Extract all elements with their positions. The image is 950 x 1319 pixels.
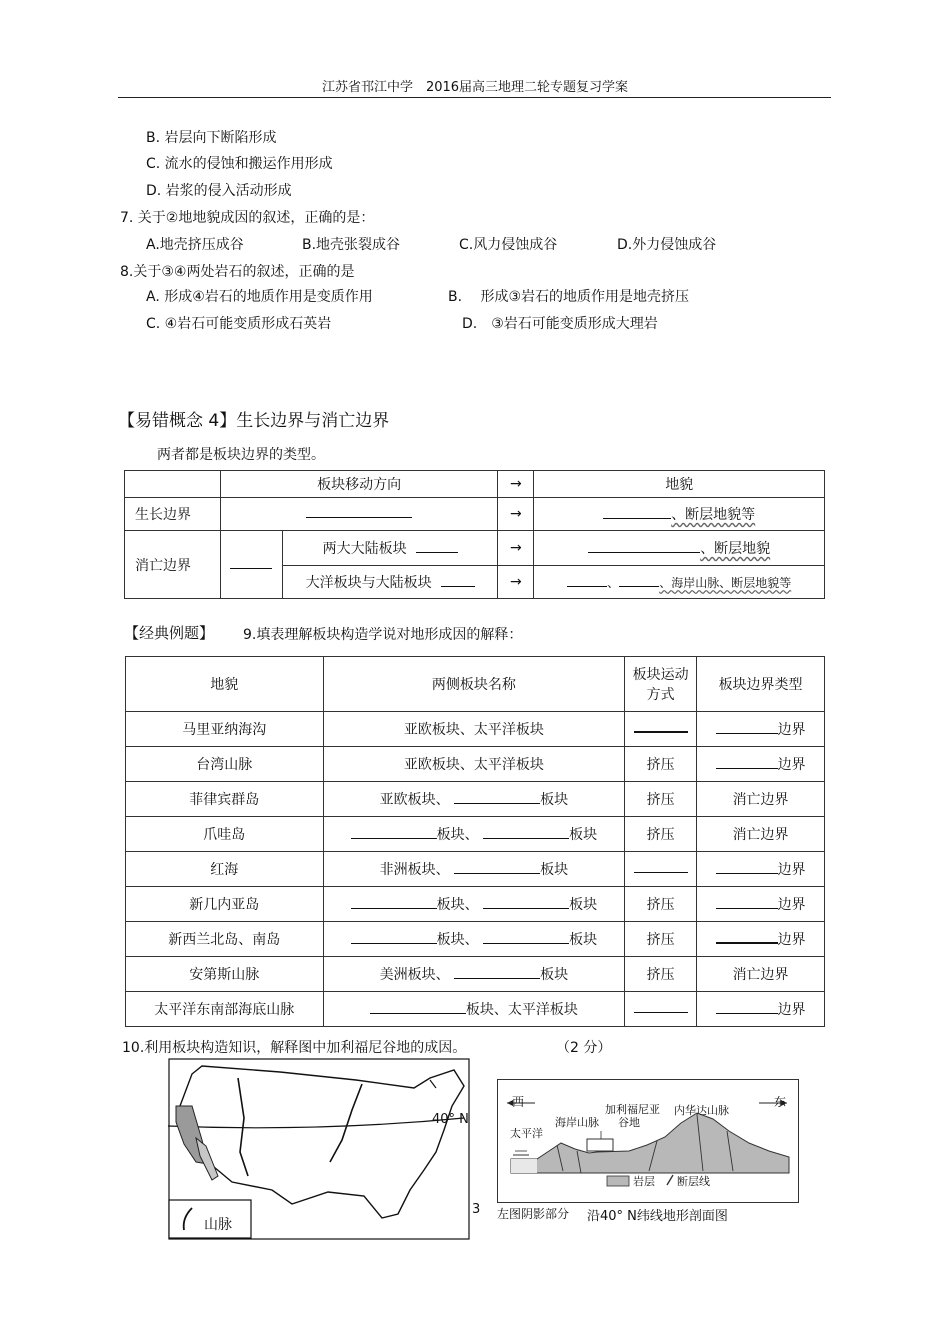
q8-option-c: C. ④岩石可能变质形成石英岩 xyxy=(146,316,332,332)
boundary-cell xyxy=(697,747,825,782)
row-growth-arrow: → xyxy=(498,498,534,531)
answer-blank xyxy=(619,586,659,587)
continental-label: 两大大陆板块 xyxy=(322,541,407,557)
landform-separator: 、 xyxy=(607,575,620,590)
page-number: 3 xyxy=(472,1202,481,1217)
motion-cell: 挤压 xyxy=(625,887,697,922)
row-continental-landform xyxy=(534,531,825,566)
row-growth-label: 生长边界 xyxy=(125,498,221,531)
row-subduction-label: 消亡边界 xyxy=(125,531,221,599)
row-ocean-cell xyxy=(282,566,498,599)
answer-blank xyxy=(634,731,688,733)
plate-b: 板块 xyxy=(569,932,598,948)
plates-cell xyxy=(323,852,625,887)
motion-cell xyxy=(625,992,697,1027)
row-growth-move-cell xyxy=(220,498,498,531)
q6-option-b: B. 岩层向下断陷形成 xyxy=(146,130,277,146)
landform-cell: 菲律宾群岛 xyxy=(126,782,324,817)
boundary-suffix: 边界 xyxy=(777,722,806,738)
usa-map xyxy=(168,1058,470,1240)
landform-cell: 太平洋东南部海底山脉 xyxy=(126,992,324,1027)
head-arrow: → xyxy=(498,471,534,498)
plates-cell: 亚欧板块、太平洋板块 xyxy=(323,712,625,747)
boundary-table-corner xyxy=(125,471,221,498)
q9-title: 【经典例题】 xyxy=(124,624,215,642)
ocean-landform-text: 、海岸山脉、断层地貌等 xyxy=(659,575,792,590)
section4-intro: 两者都是板块边界的类型。 xyxy=(157,447,325,463)
row-ocean-landform xyxy=(534,566,825,599)
head-motion: 板块运动方式 xyxy=(625,657,697,712)
answer-blank xyxy=(716,942,778,944)
plates-cell xyxy=(323,782,625,817)
plate-a: 美洲板块、 xyxy=(379,967,450,983)
boundary-suffix: 边界 xyxy=(777,897,806,913)
answer-blank xyxy=(351,908,437,909)
motion-cell xyxy=(625,852,697,887)
motion-cell: 挤压 xyxy=(625,957,697,992)
q7-option-a: A.地壳挤压成谷 xyxy=(146,237,244,253)
answer-blank xyxy=(483,838,569,839)
page-header: 江苏省邗江中学 2016届高三地理二轮专题复习学案 xyxy=(321,80,629,95)
q7-option-d: D.外力侵蚀成谷 xyxy=(617,237,717,253)
legend-mountain-label: 山脉 xyxy=(204,1217,232,1233)
q8-option-b: B. 形成③岩石的地质作用是地壳挤压 xyxy=(448,289,690,305)
boundary-suffix: 边界 xyxy=(777,757,806,773)
answer-blank xyxy=(230,568,272,569)
ocean-continent-label: 大洋板块与大陆板块 xyxy=(305,575,432,591)
q7-option-c: C.风力侵蚀成谷 xyxy=(459,237,558,253)
head-landform: 地貌 xyxy=(126,657,324,712)
boundary-cell: 消亡边界 xyxy=(697,957,825,992)
boundary-cell: 消亡边界 xyxy=(697,782,825,817)
answer-blank xyxy=(716,908,778,909)
profile-coast-range: 海岸山脉 xyxy=(555,1116,599,1129)
motion-cell: 挤压 xyxy=(625,747,697,782)
landform-cell: 红海 xyxy=(126,852,324,887)
latitude-label: 40° N xyxy=(432,1112,469,1127)
landform-cell: 新几内亚岛 xyxy=(126,887,324,922)
plate-a: 板块、 xyxy=(436,827,479,843)
continental-landform-text: 、断层地貌 xyxy=(700,541,771,557)
answer-blank xyxy=(454,873,540,874)
answer-blank xyxy=(351,838,437,839)
boundary-cell: 消亡边界 xyxy=(697,817,825,852)
answer-blank xyxy=(416,552,458,553)
motion-cell: 挤压 xyxy=(625,922,697,957)
q6-option-c: C. 流水的侵蚀和搬运作用形成 xyxy=(146,156,333,172)
plate-a: 板块、 xyxy=(436,932,479,948)
landform-cell: 新西兰北岛、南岛 xyxy=(126,922,324,957)
header-rule xyxy=(118,97,831,98)
boundary-cell xyxy=(697,922,825,957)
q10-stem: 10.利用板块构造知识，解释图中加利福尼谷地的成因。 xyxy=(122,1040,467,1056)
caption-right: 沿40° N纬线地形剖面图 xyxy=(587,1209,728,1224)
plate-a: 非洲板块、 xyxy=(379,862,450,878)
row-subduction-move-cell xyxy=(220,531,282,599)
boundary-table xyxy=(124,470,825,599)
q7-stem: 7. 关于②地地貌成因的叙述，正确的是： xyxy=(120,210,375,226)
head-landform: 地貌 xyxy=(534,471,825,498)
profile-valley-2: 谷地 xyxy=(618,1116,640,1129)
head-boundary: 板块边界类型 xyxy=(697,657,825,712)
boundary-cell xyxy=(697,887,825,922)
plate-b: 板块 xyxy=(540,862,569,878)
answer-blank xyxy=(454,803,540,804)
plate-a: 亚欧板块、 xyxy=(379,792,450,808)
motion-cell xyxy=(625,712,697,747)
row-ocean-arrow: → xyxy=(498,566,534,599)
plates-cell xyxy=(323,817,625,852)
motion-cell: 挤压 xyxy=(625,817,697,852)
answer-blank xyxy=(716,768,778,769)
plate-a: 板块、 xyxy=(436,897,479,913)
plate-b: 板块 xyxy=(540,792,569,808)
boundary-cell xyxy=(697,992,825,1027)
profile-legend-fault: 断层线 xyxy=(677,1175,710,1188)
plate-table xyxy=(125,656,825,1027)
plate-b: 板块 xyxy=(540,967,569,983)
answer-blank xyxy=(716,733,778,734)
answer-blank xyxy=(603,518,671,519)
answer-blank xyxy=(370,1013,466,1014)
row-continental-cell xyxy=(282,531,498,566)
q8-stem: 8.关于③④两处岩石的叙述，正确的是 xyxy=(120,264,355,280)
landform-cell: 马里亚纳海沟 xyxy=(126,712,324,747)
answer-blank xyxy=(306,517,412,518)
plates-cell xyxy=(323,992,625,1027)
profile-legend-rock: 岩层 xyxy=(633,1175,655,1188)
profile-pacific: 太平洋 xyxy=(510,1127,543,1140)
q10-score: （2 分） xyxy=(556,1040,612,1056)
caption-left: 左图阴影部分 xyxy=(497,1207,570,1221)
landform-cell: 爪哇岛 xyxy=(126,817,324,852)
motion-cell: 挤压 xyxy=(625,782,697,817)
q8-option-d: D. ③岩石可能变质形成大理岩 xyxy=(462,316,658,332)
plates-cell xyxy=(323,957,625,992)
boundary-cell xyxy=(697,712,825,747)
plate-a: 板块、太平洋板块 xyxy=(465,1002,578,1018)
answer-blank xyxy=(634,1012,688,1013)
answer-blank xyxy=(483,943,569,944)
row-growth-landform xyxy=(534,498,825,531)
answer-blank xyxy=(454,978,540,979)
profile-east: 东 xyxy=(774,1095,787,1109)
answer-blank xyxy=(567,586,607,587)
plates-cell xyxy=(323,922,625,957)
profile-valley-1: 加利福尼亚 xyxy=(605,1103,660,1116)
head-plates: 两侧板块名称 xyxy=(323,657,625,712)
q9-stem: 9.填表理解板块构造学说对地形成因的解释： xyxy=(243,627,523,643)
plate-b: 板块 xyxy=(569,827,598,843)
answer-blank xyxy=(634,872,688,873)
profile-nevada: 内华达山脉 xyxy=(674,1104,729,1117)
landform-cell: 台湾山脉 xyxy=(126,747,324,782)
boundary-suffix: 边界 xyxy=(777,1002,806,1018)
answer-blank xyxy=(351,943,437,944)
answer-blank xyxy=(716,1013,778,1014)
plates-cell xyxy=(323,887,625,922)
answer-blank xyxy=(716,873,778,874)
row-continental-arrow: → xyxy=(498,531,534,566)
growth-landform-text: 、断层地貌等 xyxy=(671,507,756,523)
q8-option-a: A. 形成④岩石的地质作用是变质作用 xyxy=(146,289,373,305)
plate-b: 板块 xyxy=(569,897,598,913)
q6-option-d: D. 岩浆的侵入活动形成 xyxy=(146,183,292,199)
q7-option-b: B.地壳张裂成谷 xyxy=(302,237,401,253)
answer-blank xyxy=(441,586,475,587)
boundary-suffix: 边界 xyxy=(777,862,806,878)
section4-title: 【易错概念 4】生长边界与消亡边界 xyxy=(118,411,390,431)
head-move-direction: 板块移动方向 xyxy=(220,471,498,498)
profile-west: 西 xyxy=(512,1095,525,1109)
boundary-cell xyxy=(697,852,825,887)
answer-blank xyxy=(588,552,700,553)
plates-cell: 亚欧板块、太平洋板块 xyxy=(323,747,625,782)
answer-blank xyxy=(483,908,569,909)
landform-cell: 安第斯山脉 xyxy=(126,957,324,992)
boundary-suffix: 边界 xyxy=(777,932,806,948)
